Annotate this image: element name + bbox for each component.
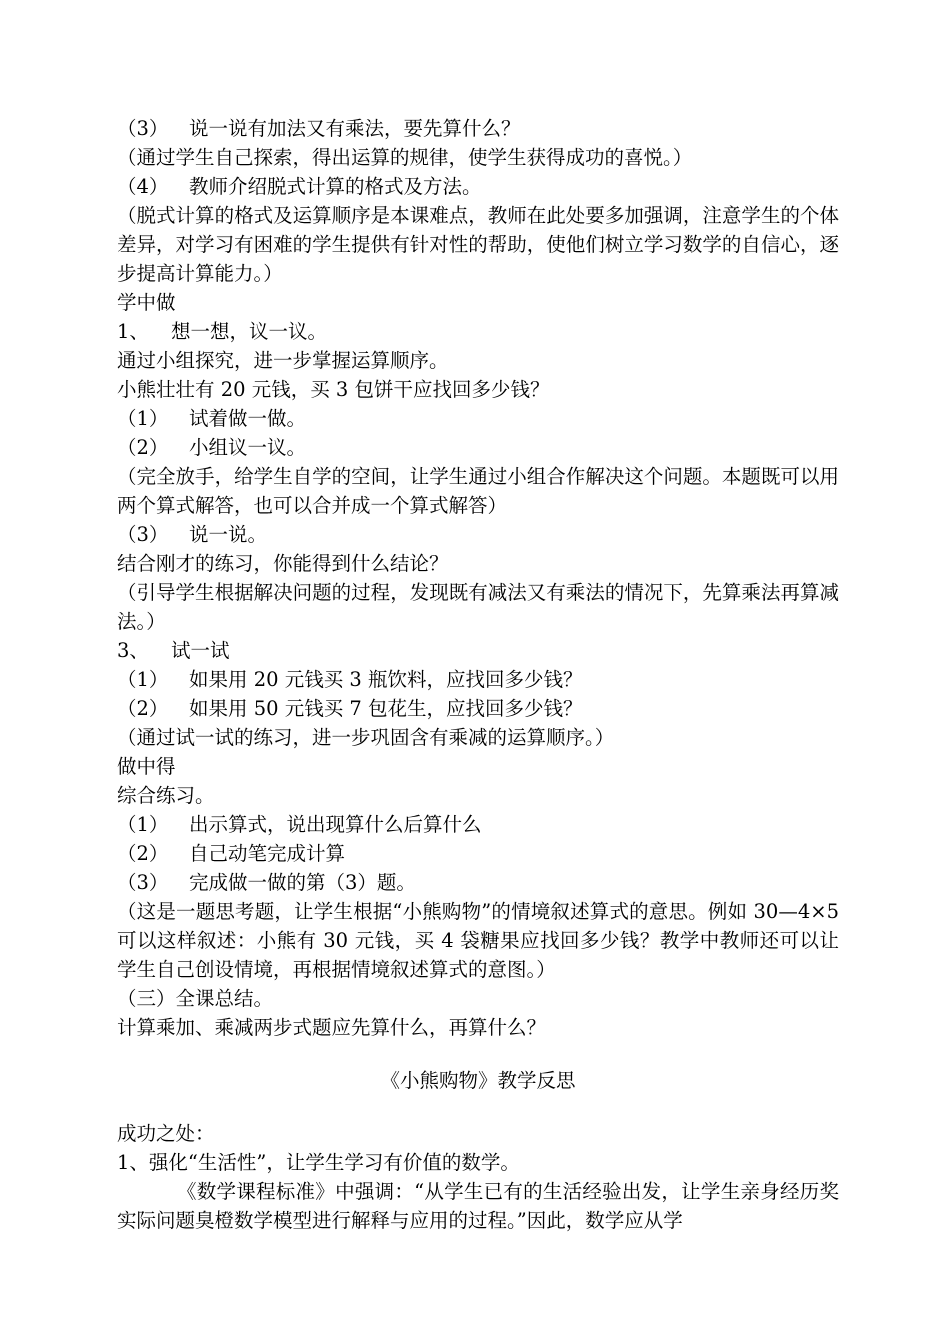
- paragraph: 1、强化“生活性”，让学生学习有价值的数学。: [117, 1151, 520, 1174]
- item-text: 如果用 50 元钱买 7 包花生，应找回多少钱？: [189, 697, 583, 720]
- list-item: [117, 433, 839, 462]
- item-number: （2）: [117, 842, 169, 865]
- paragraph: 《数学课程标准》中强调：“从学生已有的生活经验出发，让学生亲身经历奖实际问题臭橙数学模型进行解释与应用的过程。”因此，数学应从学: [117, 1180, 839, 1232]
- paragraph: 计算乘加、乘减两步式题应先算什么，再算什么？: [117, 1016, 547, 1039]
- paragraph: （通过试一试的练习，进一步巩固含有乘减的运算顺序。）: [117, 726, 615, 749]
- item-number: 1、: [117, 320, 149, 343]
- paragraph: 小熊壮壮有 20 元钱，买 3 包饼干应找回多少钱？: [117, 378, 550, 401]
- item-number: （1）: [117, 668, 169, 691]
- item-number: （1）: [117, 407, 169, 430]
- item-text: 如果用 20 元钱买 3 瓶饮料，应找回多少钱？: [189, 668, 583, 691]
- list-item: [117, 810, 839, 839]
- item-text: 试一试: [171, 639, 230, 662]
- document-body: [117, 114, 839, 1235]
- item-text: 教师介绍脱式计算的格式及方法。: [189, 175, 482, 198]
- item-number: （3）: [117, 871, 169, 894]
- section-heading: （三）全课总结。: [117, 987, 274, 1010]
- item-text: 试着做一做。: [189, 407, 307, 430]
- paragraph: 综合练习。: [117, 784, 215, 807]
- item-number: （4）: [117, 175, 169, 198]
- item-text: 说一说有加法又有乘法，要先算什么？: [189, 117, 521, 140]
- list-item: [117, 839, 839, 868]
- section-heading: 学中做: [117, 291, 176, 314]
- paragraph: （脱式计算的格式及运算顺序是本课难点，教师在此处要多加强调，注意学生的个体差异，对学习有困难的学生提供有针对性的帮助，使他们树立学习数学的自信心，逐步提高计算能力。）: [117, 204, 839, 285]
- item-number: （2）: [117, 697, 169, 720]
- paragraph: （完全放手，给学生自学的空间，让学生通过小组合作解决这个问题。本题既可以用两个算式解答，也可以合并成一个算式解答）: [117, 465, 839, 517]
- section-heading: 做中得: [117, 755, 176, 778]
- item-text: 想一想，议一议。: [171, 320, 328, 343]
- list-item: [117, 114, 839, 143]
- list-item: [117, 665, 839, 694]
- paragraph: （通过学生自己探索，得出运算的规律，使学生获得成功的喜悦。）: [117, 146, 693, 169]
- list-item: [117, 636, 839, 665]
- item-number: （3）: [117, 117, 169, 140]
- paragraph: （这是一题思考题，让学生根据“小熊购物”的情境叙述算式的意思。例如 30—4×5 可以这样叙述：小熊有 30 元钱，买 4 袋糖果应找回多少钱？教学中教师还可以让学生自己创设情境，再根据情境叙述算式的意图。）: [117, 900, 839, 981]
- paragraph: （引导学生根据解决问题的过程，发现既有减法又有乘法的情况下，先算乘法再算减法。）: [117, 581, 839, 633]
- item-text: 出示算式，说出现算什么后算什么: [189, 813, 482, 836]
- item-number: （3）: [117, 523, 169, 546]
- item-number: （2）: [117, 436, 169, 459]
- paragraph: 通过小组探究，进一步掌握运算顺序。: [117, 349, 449, 372]
- list-item: [117, 868, 839, 897]
- list-item: [117, 172, 839, 201]
- item-text: 自己动笔完成计算: [189, 842, 346, 865]
- item-text: 小组议一议。: [189, 436, 307, 459]
- list-item: [117, 404, 839, 433]
- list-item: [117, 317, 839, 346]
- list-item: [117, 694, 839, 723]
- item-text: 完成做一做的第（3）题。: [189, 871, 416, 894]
- section-title: 《小熊购物》教学反思: [380, 1069, 576, 1092]
- list-item: [117, 520, 839, 549]
- section-heading: 成功之处：: [117, 1122, 215, 1145]
- paragraph: 结合刚才的练习，你能得到什么结论？: [117, 552, 449, 575]
- item-text: 说一说。: [189, 523, 268, 546]
- item-number: 3、: [117, 639, 149, 662]
- item-number: （1）: [117, 813, 169, 836]
